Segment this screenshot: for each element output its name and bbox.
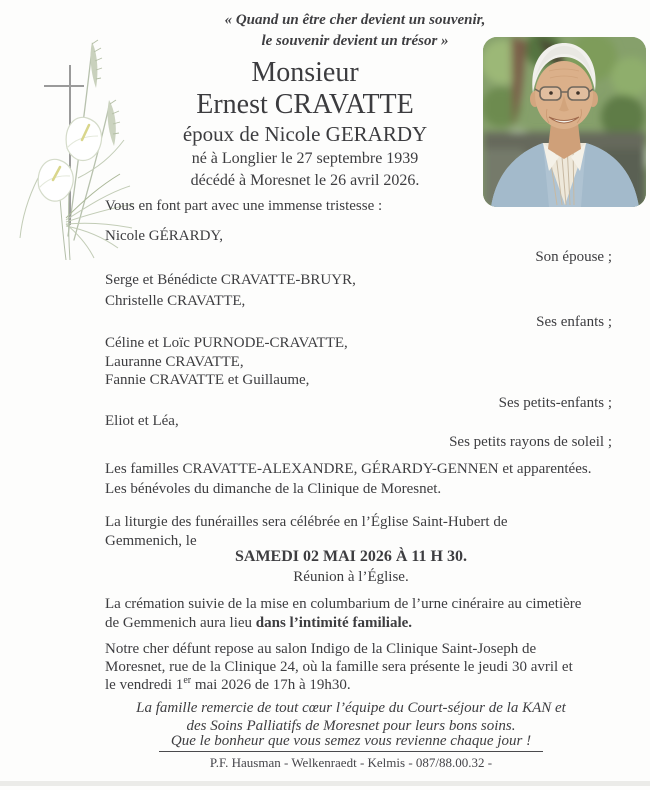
mourner-line-grandchild-3: Fannie CRAVATTE et Guillaume,: [105, 372, 310, 388]
closing-motto: [90, 732, 612, 751]
quote-line-1: « Quand un être cher devient un souvenir,: [224, 12, 486, 28]
repose-line-3: [105, 676, 612, 695]
intro-line: Vous en font part avec une immense tristesse :: [105, 198, 383, 214]
liturgy-line-1: La liturgie des funérailles sera célébrée en l’Église Saint-Hubert de: [105, 514, 508, 530]
repose-line-3-post: mai 2026 de 17h à 19h30.: [191, 677, 351, 693]
mourner-line-grandchild-2: Lauranne CRAVATTE,: [105, 354, 244, 370]
cremation-line-2: [105, 614, 612, 633]
cremation-line-2-normal: de Gemmenich aura lieu: [105, 615, 256, 631]
mourner-line-child-2: Christelle CRAVATTE,: [105, 293, 246, 309]
mourner-line-wife: Nicole GÉRARDY,: [105, 228, 224, 244]
mourner-line-greatgrandchildren: Eliot et Léa,: [105, 413, 179, 429]
closing-motto-text: Que le bonheur que vous semez vous revienne chaque jour !: [159, 733, 543, 752]
mourner-line-grandchild-1: Céline et Loïc PURNODE-CRAVATTE,: [105, 335, 348, 351]
deceased-title-block: [70, 58, 540, 192]
volunteers-line: Les bénévoles du dimanche de la Clinique de Moresnet.: [105, 481, 442, 497]
cremation-line-1: La crémation suivie de la mise en columbarium de l’urne cinéraire au cimetière: [105, 596, 582, 612]
relation-label-sunshine: Ses petits rayons de soleil ;: [449, 434, 612, 450]
quote-line-2: le souvenir devient un trésor »: [261, 33, 449, 49]
relation-label-wife: Son épouse ;: [535, 249, 612, 265]
families-line: Les familles CRAVATTE-ALEXANDRE, GÉRARDY-GENNEN et apparentées.: [105, 461, 592, 477]
funeral-home-line: P.F. Hausman - Welkenraedt - Kelmis - 087/88.00.32 -: [209, 755, 493, 770]
civility-title: Monsieur: [251, 57, 359, 88]
relation-label-children: Ses enfants ;: [536, 314, 612, 330]
repose-line-3-pre: le vendredi 1: [105, 677, 184, 693]
ceremony-date: SAMEDI 02 MAI 2026 À 11 H 30.: [234, 548, 467, 565]
repose-line-1: Notre cher défunt repose au salon Indigo de la Clinique Saint-Joseph de: [105, 641, 537, 657]
scan-edge-artifact: [0, 781, 650, 786]
liturgy-line-2: Gemmenich, le: [105, 533, 197, 549]
relation-label-grandchildren: Ses petits-enfants ;: [498, 395, 612, 411]
thanks-line-1: La famille remercie de tout cœur l’équipe du Court-séjour de la KAN et: [136, 700, 566, 716]
repose-line-2: Moresnet, rue de la Clinique 24, où la famille sera présente le jeudi 30 avril et: [105, 659, 573, 675]
meeting-line: Réunion à l’Église.: [293, 569, 409, 585]
thanks-line-2: des Soins Palliatifs de Moresnet pour leurs bons soins.: [186, 718, 516, 734]
deceased-name: Ernest CRAVATTE: [196, 89, 414, 120]
spouse-line: époux de Nicole GERARDY: [182, 122, 428, 146]
repose-line-3-ordinal: er: [183, 675, 192, 686]
cremation-line-2-bold: dans l’intimité familiale.: [255, 615, 413, 631]
mourner-line-child-1: Serge et Bénédicte CRAVATTE-BRUYR,: [105, 272, 356, 288]
birth-line: né à Longlier le 27 septembre 1939: [191, 150, 419, 167]
death-line: décédé à Moresnet le 26 avril 2026.: [190, 172, 420, 189]
